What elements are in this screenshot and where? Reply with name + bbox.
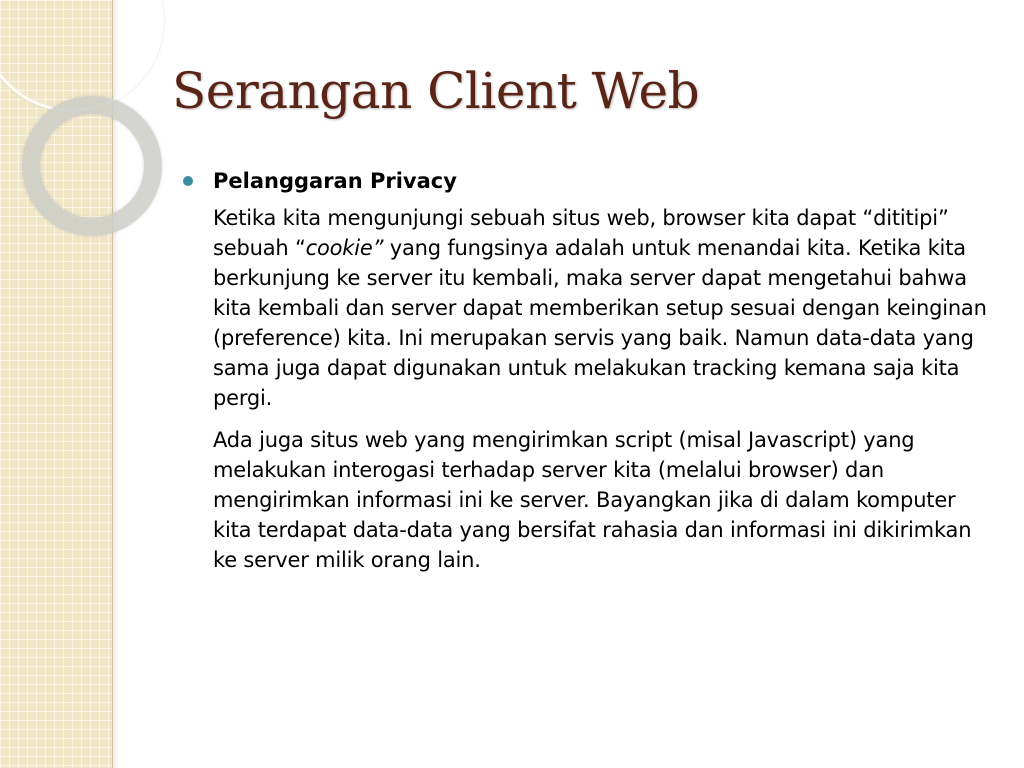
paragraph-script: Ada juga situs web yang mengirimkan script (misal Javascript) yang melakukan interogasi terhadap server kita (melalui browser) dan mengirimkan informasi ini ke server. Bayangkan jika di dalam komputer kita terdapat data-data yang bersifat rahasia dan informasi ini dikirimkan ke server milik orang lain. bbox=[213, 428, 972, 572]
slide-content bbox=[182, 166, 994, 575]
paragraph-cookie-text-end: yang fungsinya adalah untuk menandai kita. Ketika kita berkunjung ke server itu kembali, maka server dapat mengetahui bahwa kita kembali dan server dapat memberikan setup sesuai dengan keinginan (preference) kita. Ini merupakan servis yang baik. Namun data-data yang sama juga dapat digunakan untuk melakukan tracking kemana saja kita pergi. bbox=[213, 236, 987, 410]
slide-title: Serangan Client Web bbox=[172, 62, 700, 120]
bullet-dot-icon bbox=[183, 176, 193, 186]
bullet-heading: Pelanggaran Privacy bbox=[213, 169, 457, 193]
decorative-ring-middle bbox=[22, 96, 162, 236]
decorative-ring-top bbox=[0, 0, 164, 112]
paragraph-cookie bbox=[213, 203, 994, 413]
paragraph-cookie-text-start: Ketika kita mengunjungi sebuah situs web, browser kita dapat “dititipi” sebuah “ bbox=[213, 206, 949, 260]
bullet-item bbox=[182, 166, 994, 196]
cookie-term: cookie” bbox=[305, 236, 384, 260]
